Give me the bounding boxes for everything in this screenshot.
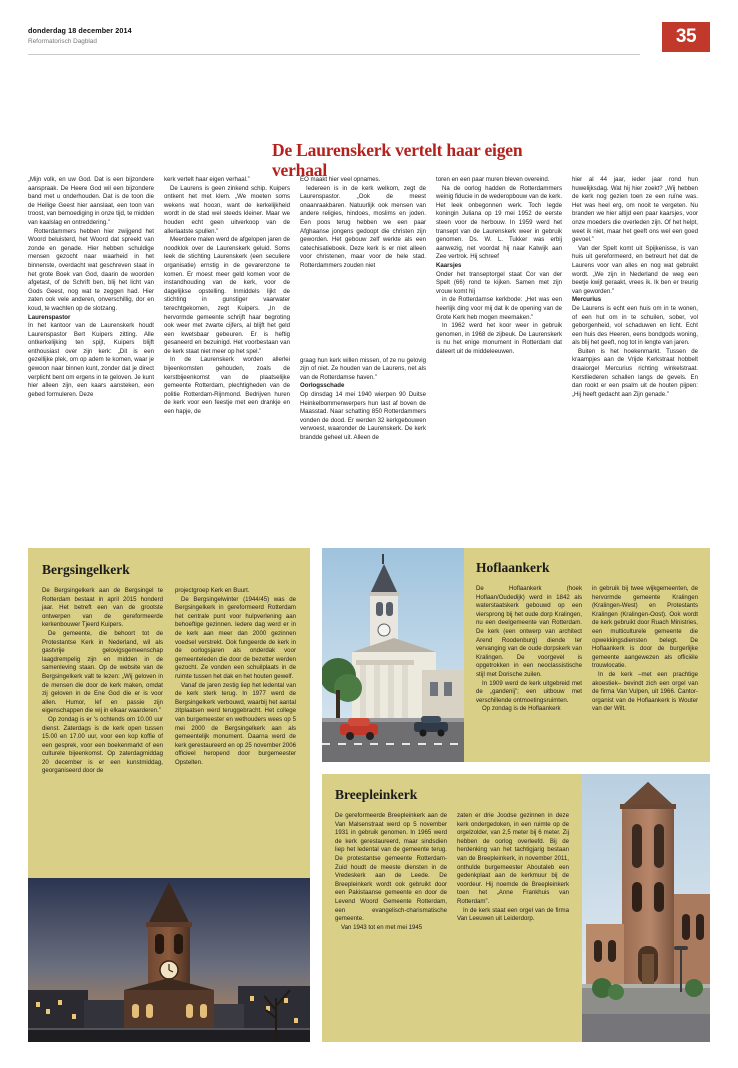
paragraph: De Hoflaankerk (hoek Hoflaan/Oudedijk) werd in 1842 als waterstaatskerk gebouwd op een viersprong bij het oude dorp Kralingen, nu een deelgemeente van Rotterdam. De kerk (een ontwerp van architect Arend Roodenburg) diende ter vervanging van de oude dorpskerk van Kralingen. De voorgevel is opgetrokken in een neoclassistische stijl met Dorische zuilen. [476,585,582,678]
paragraph: De gereformeerde Breepleinkerk aan de Van Malsenstraat werd op 5 november 1931 in gebruik genomen. In 1965 werd de kerk gerestaureerd, maar sindsdien liep het ledental van de gemeente terug. De protestantse gemeente Rotterdam-Zuid houdt de meeste diensten in de Vredeskerk aan de Leede. De Breepleinkerk wordt ook gebruikt door een Pakistaanse gemeente en door de Levend Woord Gemeente Rotterdam, een evangelisch-charismatische gemeente. [335,812,447,923]
paragraph: In de Laurenskerk worden allerlei bijeenkomsten gehouden, zoals de kerstbijeenkomst van de plaatselijke gemeente Rotterdam, plechtigheden van de politie Rotterdam-Rijnmond. Bedrijven huren de kerk voor een feestje met een drankje en een hapje, de [164,356,290,416]
article-column-5 [572,176,698,536]
paragraph: projectgroep Kerk en Buurt. [175,587,250,594]
paragraph: Van 1943 tot en met mei 1945 [341,923,423,931]
paragraph: Vanaf de jaren zestig liep het ledental van de kerk sterk terug. In 1977 werd de Bergsingelkerk verbouwd, waarbij het aantal zitplaatsen werd teruggebracht. Het college van burgemeester en wethouders wees op 5 mei 2000 de Bergsingelkerk aan als gemeentelijk monument. Daarna werd de kerk gerestaureerd en op 25 november 2006 officieel heropend door burgemeester Opstelten. [175,681,296,766]
photo-hoflaankerk [322,548,464,762]
masthead-divider [28,54,640,55]
panel-title-bergsingelkerk: Bergsingelkerk [42,562,130,577]
subheading: Laurenspastor [28,313,71,321]
paragraph: in gebruik bij twee wijkgemeenten, de hervormde gemeente Kralingen (Kralingen-West) en Protestants Kralingen (Kralingen-Oost). Ook wordt de kerk gebruikt door Ruach Ministries, een multiculturele gemeente die opwekkingsdiensten belegt. De Hoflaankerk is door de burgerlijke gemeente aangewezen als officiële trouwlocatie. [592,585,698,670]
panel-title-hoflaankerk: Hoflaankerk [476,560,550,575]
paragraph: graag hun kerk willen missen, of ze nu gelovig zijn of niet. Ze houden van de Laurens, net als van de Rotterdamse haven.” [300,356,426,381]
photo-breepleinkerk [582,774,710,1042]
panel-column-1 [42,587,163,776]
subheading: Kaarsjes [436,261,462,269]
panel-column-1 [335,812,447,932]
article-column-4 [436,176,562,536]
panel-column-1 [476,585,582,714]
paragraph: Meerdere malen werd de afgelopen jaren de noodklok over de Laurenskerk geluid. Soms leek de stichting Laurenskerk (een seculiere organisatie) ernstig in de gevarenzone te komen. Er moest meer geld komen voor de instandhouding van de kerk, voor de dagelijkse opstelling. Inmiddels lijkt de stichting in gunstiger vaarwater terechtgekomen, zegt Kuipers. „In de hervormde gemeente schrijft haar begroting ook weer met zwarte cijfers, al blijft het geld een kwetsbaar gebeuren. Er is heftig gesaneerd en bezuinigd. Het voorbestaan van de kerk staat niet meer op het spel.” [164,236,290,355]
paragraph: zaten er drie Joodse gezinnen in deze kerk ondergedoken, in een ruimte op de orgelzolder, van 2,5 meter bij 6 meter. Zij hebben de oorlog overleefd. Bij de herdenking van het tachtigjarig bestaan van de Breepleinkerk, in november 2011, onthulde burgemeester Aboutaleb een gedenkplaat aan de kerkmuur bij de voordeur. Hij noemde de Breepleinkerk toen het „Anne Frankhuis van Rotterdam”. [457,812,569,905]
paragraph: „Mijn volk, en uw God. Dat is een bijzondere aanspraak. De Heere God wil een bijzondere band met u onderhouden. Dat is de toon die de Heilige Geest hier aanslaat, een toon van troost, van bemoediging in onze tijd, te midden van kaalslag en ontreddering.” [28,176,155,226]
article-headline: De Laurenskerk vertelt haar eigen verhaal [272,140,523,180]
headline-gutter [300,271,426,357]
paragraph: Van der Spelt komt uit Spijkenisse, is van huis uit gereformeerd, en betreurt het dat de Laurens voor van alles en nog wat gebruikt wordt. „We zijn in Nederland de weg een beetje kwijt geraakt, vrees ik. Ik ben er treurig van geworden.” [572,244,698,295]
subheading: Oorlogsschade [300,382,345,390]
paragraph: EO maakt hier veel opnames. [300,176,381,183]
paragraph: in de Rotterdamse kerkbode: „Het was een heerlijk ding voor mij dat ik de opening van de Grote Kerk heb mogen meemaken.” [436,296,562,321]
paragraph: Op zondag is de Hoflaankerk [482,705,561,713]
page-number-badge: 35 [662,22,710,52]
paragraph: De Bergsingelwinter (1944/45) was de Bergsingelkerk in gereformeerd Rotterdam het centrale punt voor hulpverlening aan behoeftige gezinnen. Iedere dag werd er in de kerk aan meer dan 2000 gezinnen voedsel verstrekt. Ook fungeerde de kerk in de oorlogsjaren als onderdak voor gemeenteleden die door de bezetter werden gezocht. Ze vonden een schuilplaats in de ruimte tussen het dak en het houten gewelf. [175,595,296,680]
paragraph: In het kantoor van de Laurenskerk houdt Laurenspastor Bert Kuipers zitting. Alle ontkerkelijking ten spijt, Kuipers blijft enthousiast over zijn kerk: „Dit is een gezellijke plek, om op adem te komen, waar je gewoon naar binnen kunt, zonder dat je direct verplicht bent om ergens in te geloven. Je kunt hier alleen zijn, een kaars aansteken, een gebed formuleren. Deze [28,322,155,398]
sidebar-hoflaankerk [464,548,710,762]
paragraph: De Laurens is echt een huis om in te wonen, of een hut om in te schuilen, sober, vol geborgenheid, vol schaduwen en licht. Echt een huis des Heeren, eens bondgods woning, als blij het geeft, nog tot in lengte van jaren. [572,304,698,347]
paragraph: Onder het transeptorgel staat Cor van der Spelt (66) rond te kijken. Samen met zijn vrouw komt hij [436,270,562,295]
paragraph: Op zondag is er 's ochtends om 10.00 uur dienst. Zaterdags is de kerk open tussen 15.00 en 17.00 uur, voor een kop koffie of een gesprek, voor een boekenmarkt of een culturele bijeenkomst. Op zaterdagmiddag 20 december is er een kunstmiddag, georganiseerd door de [42,715,163,775]
panel-column-2 [592,585,698,714]
sidebar-bergsingelkerk [28,548,310,1042]
paragraph: kerk vertelt haar eigen verhaal.” [164,176,250,183]
publication-name: Reformatorisch Dagblad [28,38,97,45]
panel-column-2 [457,812,569,932]
paragraph: Rotterdammers hebben hier zwijgend het Woord beluisterd, het Woord dat spreekt van zonde en genade. Hier hebben schuldige mensen gezocht naar waarheid in het binnenste, overdacht wat geschreven staat in het grote Boek van God, daarin de woorden afgetast, of de Schrift ben, blij het licht van Gods Geest, nog wat te zeggen had. Hier zaten ook vele anderen, onverschillig, dor en koud, te wachten op de slotzang. [28,227,154,312]
article-body [28,176,710,536]
paragraph: De gemeente, die behoort tot de Protestantse Kerk in Nederland, wil als gastvrije gelovigsgemeenschap laagdrempelig zijn en midden in de samenleving staan. Op de website van de Bergsingelkerk valt te lezen: „Wij geloven in de mensen die door de kerk maken, omdat zij geloven in de Ene God die er is voor allen. Humor, lef en passie zijn eigenschappen die wij in elkaar waarderen.” [42,629,163,715]
paragraph: In de kerk staat een orgel van de firma Van Leeuwen uit Leiderdorp. [457,906,569,923]
masthead [28,26,710,45]
sidebar-breepleinkerk [322,774,582,1042]
paragraph: De Bergsingelkerk aan de Bergsingel te Rotterdam bestaat in april 2015 honderd jaar. Het betreft een van de grootste ontwerpen van de gereformeerde kerkenbouwer Tjeerd Kuipers. [42,587,163,629]
paragraph: Na de oorlog hadden de Rotterdammers weinig fiducie in de wederopbouw van de kerk. Het leek onbegonnen werk. Toch legde koningin Juliana op 19 mei 1952 de eerste steen voor de herbouw. In 1959 werd het transept van de Laurenskerk weer in gebruik genomen. Ds. W. L. Tukker was erbij aanwezig, net voordat hij naar Katwijk aan Zee vertrok. Hij schreef [436,184,563,261]
paragraph: Op dinsdag 14 mei 1940 wierpen 90 Duitse Heinkelbommenwerpers hun last af boven de Maasstad. Naar schatting 850 Rotterdammers vonden de dood. Er werden 32 kerkgebouwen verwoest, waaronder de Laurenskerk. De kerk brandde geheel uit. Alleen de [300,390,426,441]
paragraph: Buiten is het hoekenmarkt. Tussen de kraampjes aan de Vrijde Kerkstraat hobbelt draaiorgel Mercurius richting winkelstraat. Kerstliederen schallen langs de gevels. En dan rookt er een psalm uit de houten pijpen: „Hij heeft gedacht aan Zijn genade.” [572,347,698,398]
publication-date: donderdag 18 december 2014 [28,26,132,35]
paragraph: De Laurens is geen zinkend schip. Kuipers ontkent het met klem. „We moeten soms wekens wat hoозn, want de kerkelijkheid wordt in de stad wel steeds kleiner. Maar we houden echt geen uitverkoop van de allerlaatste spullen.” [164,184,290,235]
paragraph: toren en een paar muren bleven overeind. [436,176,550,183]
paragraph: Iedereen is in de kerk welkom, zegt de Laurenspastor. „Ook de meest onaanraakbaren. Natuurlijk ook mensen van andere religies, hindoes, moslims en joden. Een poos terug hebben we een paar Afghaanse jongens gedoopt die christen zijn geworden. Het gebouw zelf werkte als een catechisatieboek. Deze kerk is er niet alleen voor christenen, maar voor de hele stad. Rotterdammers zouden niet [300,184,426,269]
subheading: Mercurius [572,296,602,304]
photo-bergsingelkerk [28,878,310,1042]
article-column-1 [28,176,154,536]
panel-title-breepleinkerk: Breepleinkerk [335,787,418,802]
article-columns [28,176,710,536]
paragraph: In 1909 werd de kerk uitgebreid met de „gandenij”; een uitbouw met verschillende ontmoetingsruimten. [476,679,582,704]
article-column-3 [300,176,426,536]
paragraph: In de kerk –met een prachtige akoestiek– bevindt zich een orgel van de firma Van Vulpen, uit 1966. Cantor-organist van de Hoflaankerk is Wouter van der Wilt. [592,670,698,713]
paragraph: In 1962 werd het koor weer in gebruik genomen, in 1968 de zijbeuk. De Laurenskerk is nu het enige monument in Rotterdam dat dateert uit de middeleeuwen. [436,322,562,355]
paragraph: hier al 44 jaar, ieder jaar rond hun huwelijksdag. Wat hij hier zoekt? „Wij hebben de kerk nog gezien toen ze een ruïne was. Het was heel erg, om nooit te vergeten. Nu branden we hier altijd een paar kaarsjes, voor onze moeders die overleden zijn. Of het helpt, weet ik niet, maar het geeft ons wel een goed gevoel.” [572,176,698,244]
panel-column-2 [175,587,296,776]
article-column-2 [164,176,290,536]
